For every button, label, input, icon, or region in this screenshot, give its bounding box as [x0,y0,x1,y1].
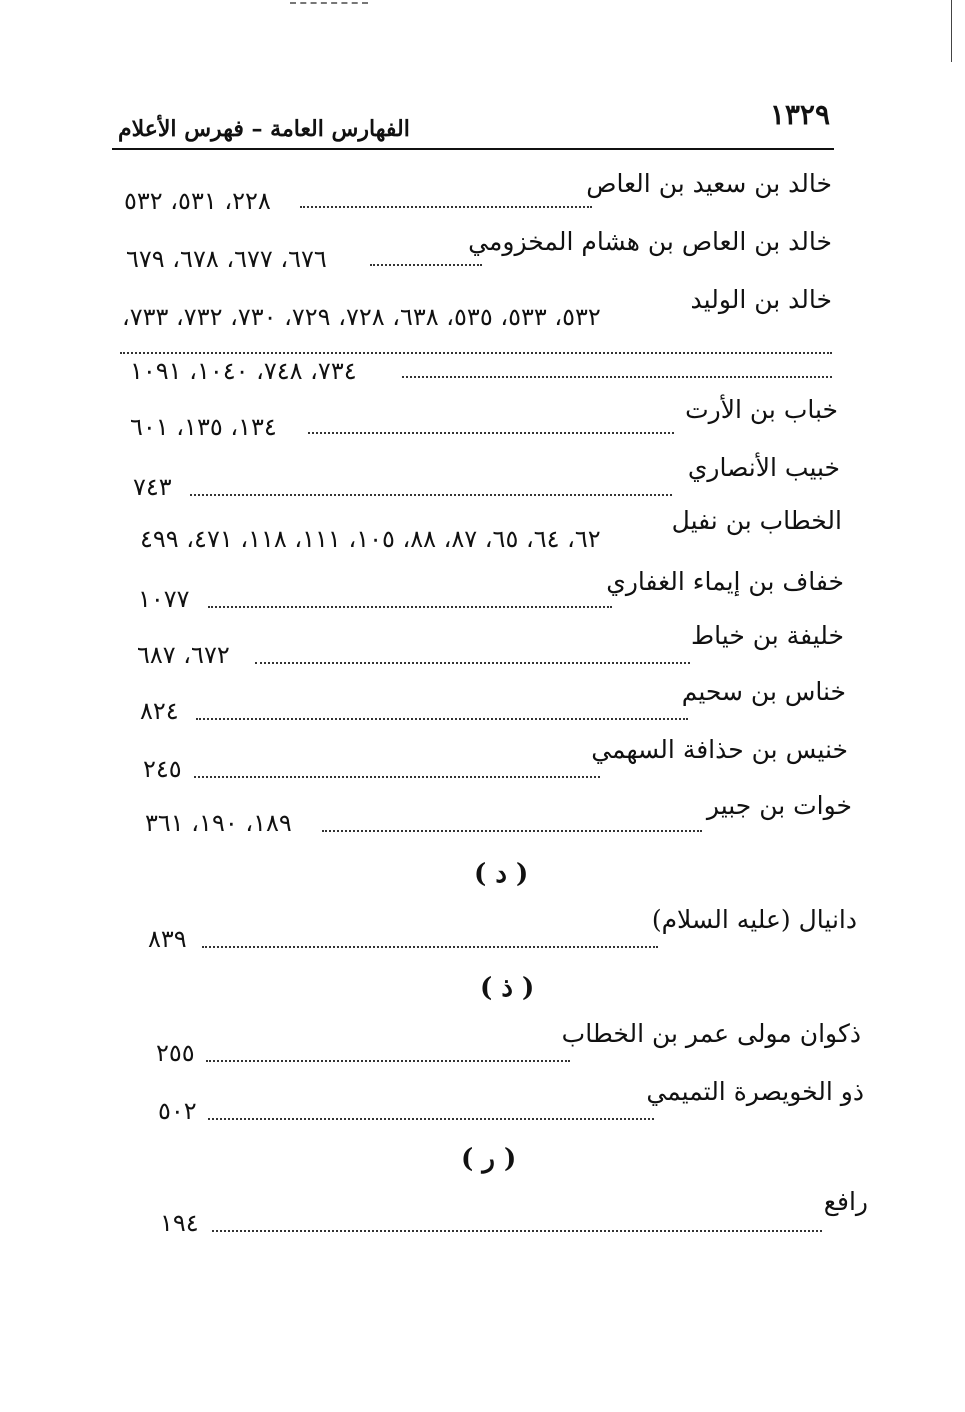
entry-name: خفاف بن إيماء الغفاري [606,567,844,596]
section-letter: ( ذ ) [480,973,535,1003]
entry-pages: ٥٣٢، ٥٣٣، ٥٣٥، ٦٣٨، ٧٢٨، ٧٢٩، ٧٣٠، ٧٣٢، ٧٣٣، [122,303,601,331]
entry-name: خناس بن سحيم [681,677,846,706]
entry-name: خالد بن الوليد [690,285,832,314]
dotted-leader [208,606,612,608]
dotted-leader [208,1118,654,1120]
entry-pages: ٥٠٢ [158,1097,197,1125]
dotted-leader [202,946,658,948]
entry-name: الخطاب بن نفيل [671,506,842,535]
dotted-leader [206,1060,570,1062]
dotted-leader [212,1230,822,1232]
dotted-leader [322,830,702,832]
dotted-leader [120,352,832,354]
entry-name: خنيس بن حذافة السهمي [591,735,848,764]
entry-pages: ١٣٤، ١٣٥، ٦٠١ [130,413,277,441]
entry-pages: ٧٤٣ [133,473,172,501]
dotted-leader [402,376,832,378]
dotted-leader [196,718,688,720]
entry-pages: ٢٢٨، ٥٣١، ٥٣٢ [124,187,271,215]
entry-name: ذو الخويصرة التميمي [646,1077,864,1106]
entry-pages: ٦٧٦، ٦٧٧، ٦٧٨، ٦٧٩ [126,245,327,273]
entry-pages: ٢٤٥ [143,755,182,783]
entry-pages: ٦٢، ٦٤، ٦٥، ٨٧، ٨٨، ١٠٥، ١١١، ١١٨، ٤٧١، ٤٩٩ [140,525,601,553]
section-letter: ( د ) [474,859,529,889]
entry-pages: ١٨٩، ١٩٠، ٣٦١ [145,809,292,837]
dotted-leader [194,776,600,778]
entry-name: دانيال (عليه السلام) [651,905,857,934]
page-title: الفهارس العامة – فهرس الأعلام [118,116,410,142]
section-letter: ( ر ) [461,1144,517,1174]
entry-pages: ٨٣٩ [148,925,187,953]
entry-name: ذكوان مولى عمر بن الخطاب [561,1019,861,1048]
entry-name: خليفة بن خياط [691,621,844,650]
entry-name: رافع [823,1187,868,1216]
dotted-leader [255,662,690,664]
dotted-leader [370,264,482,266]
entry-name: خالد بن العاص بن هشام المخزومي [468,227,832,256]
entry-pages: ٨٢٤ [140,697,179,725]
page-number: ١٣٢٩ [769,98,830,131]
dotted-leader [308,432,674,434]
entry-name: خوات بن جبير [706,791,852,820]
entry-pages: ٢٥٥ [156,1039,195,1067]
entry-pages: ١٠٧٧ [138,585,190,613]
entry-name: خالد بن سعيد بن العاص [586,169,832,198]
entry-pages-continuation: ٧٣٤، ٧٤٨، ١٠٤٠، ١٠٩١ [130,357,357,385]
entry-pages: ١٩٤ [160,1209,199,1237]
entry-name: خباب بن الأرت [685,395,838,424]
dotted-leader [190,494,672,496]
dotted-leader [300,206,592,208]
entry-name: خبيب الأنصاري [687,453,840,482]
entry-pages: ٦٧٢، ٦٨٧ [137,641,230,669]
